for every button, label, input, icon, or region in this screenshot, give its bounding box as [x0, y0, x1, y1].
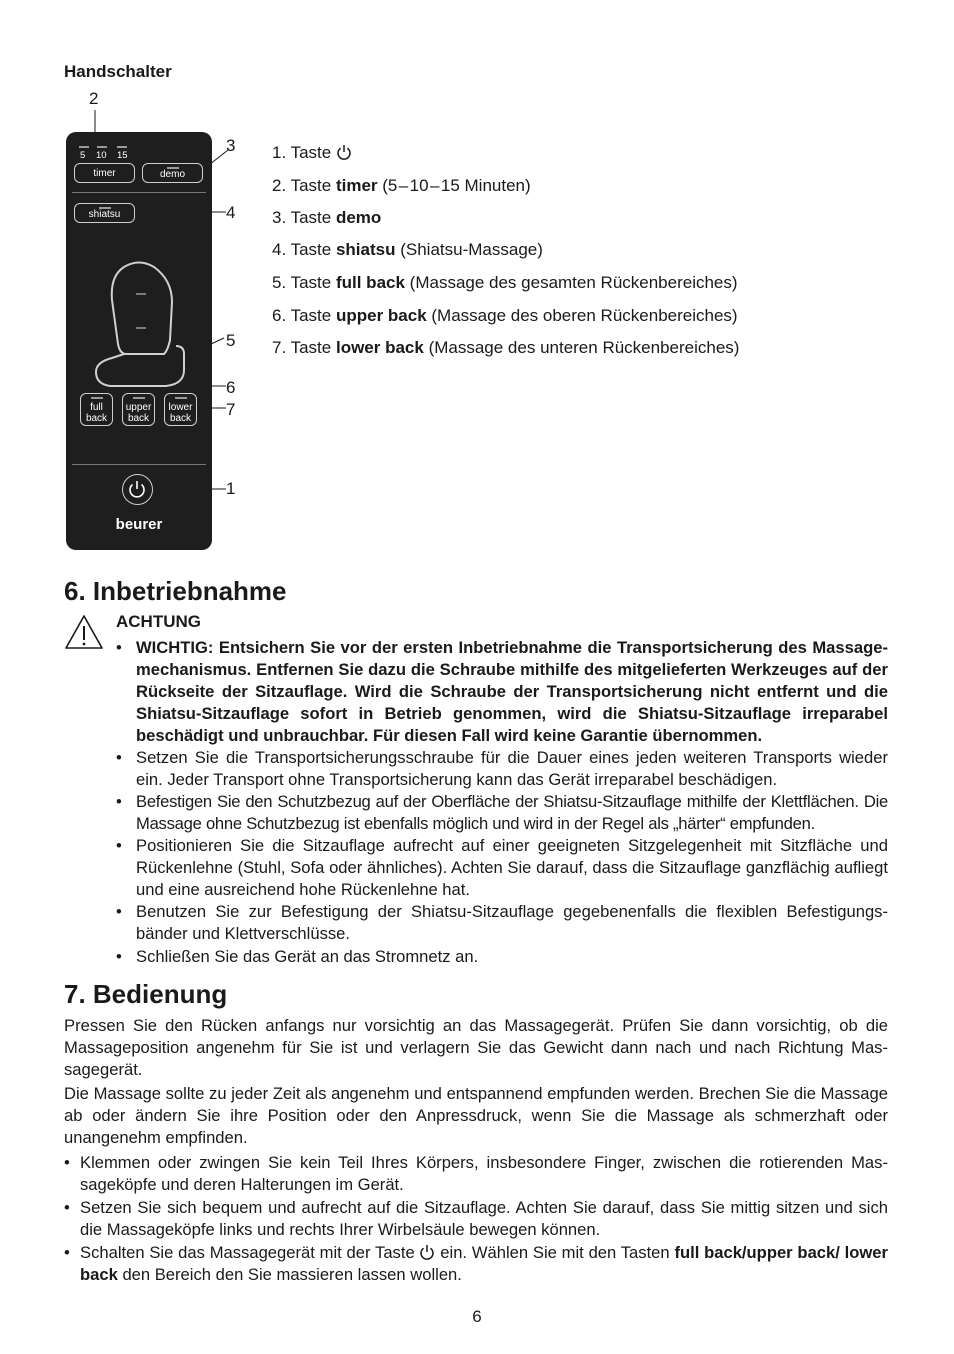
callout-6: 6 [226, 378, 236, 397]
full-back-button[interactable] [80, 393, 113, 426]
list-item: • Schließen Sie das Gerät an das Stromnetz an. [116, 947, 479, 966]
timer-button-label: timer [93, 168, 116, 179]
list-item-4: 4. Taste shiatsu (Shiatsu-Massage) [272, 240, 543, 259]
timer-value-15: 15 [117, 150, 128, 161]
timer-value-10: 10 [96, 150, 107, 161]
list-item: • Setzen Sie sich bequem und aufrecht auf die Sitzauflage. Achten Sie darauf, dass Sie mittig sitzen und sich die Massageköpfe links und rechts Ihrer Wirbelsäule bewegen können. [64, 1198, 888, 1239]
list-item-7: 7. Taste lower back (Massage des unteren Rückenbereiches) [272, 338, 740, 357]
warning-label: ACHTUNG [116, 612, 201, 631]
upper-back-button[interactable] [122, 393, 155, 426]
list-item: • WICHTIG: Entsichern Sie vor der ersten Inbetriebnahme die Transportsicherung des Massage-mechanismus. Entfernen Sie dazu die Schraube mithilfe des mitgelieferten Werkzeuges auf der Rückseite der Sitzauflage. Wird die Schraube der Transportsicherung nicht entfernt und die Shiatsu-Sitzauflage sofort in Betrieb genommen, wird die Shiatsu-Sitzauflage irreparabel beschädigt und unbrauchbar. Für diesen Fall wird keine Garantie übernommen. [116, 638, 888, 745]
callout-1: 1 [226, 479, 236, 498]
callout-5: 5 [226, 331, 236, 350]
power-icon [419, 1244, 435, 1260]
full-back-label-line1: full [90, 402, 103, 413]
handschalter-heading: Handschalter [64, 62, 172, 81]
upper-back-label-line2: back [127, 413, 150, 424]
full-back-label-line2: back [85, 413, 108, 424]
callout-7: 7 [226, 400, 236, 419]
shiatsu-button-label: shiatsu [88, 209, 121, 220]
list-item: • Positionieren Sie die Sitzauflage aufrecht auf einer geeigneten Sitzgelegenheit mit Sitzfläche und Rückenlehne (Stuhl, Sofa oder ähnliches). Achten Sie darauf, dass die Sitzauflage ganzflächig aufliegt und eine ausreichend hohe Rückenlehne hat. [116, 836, 888, 899]
list-item-3: 3. Taste demo [272, 208, 382, 227]
list-item-6: 6. Taste upper back (Massage des oberen Rückenbereiches) [272, 306, 738, 325]
timer-value-5: 5 [80, 150, 86, 161]
list-item-2: 2. Taste timer (5 – 10 – 15 Minuten) [272, 176, 531, 195]
callout-4: 4 [226, 203, 236, 222]
demo-button-label: demo [159, 169, 185, 180]
list-item-5: 5. Taste full back (Massage des gesamten Rückenbereiches) [272, 273, 738, 292]
power-icon [123, 475, 151, 503]
list-item-1: 1. Taste [272, 143, 352, 163]
brand-logo: beurer [115, 516, 163, 533]
section-7-title: 7. Bedienung [64, 979, 228, 1009]
warning-triangle-icon [64, 614, 104, 650]
list-item: • Setzen Sie die Transportsicherungsschraube für die Dauer eines jeden weiteren Transports wieder ein. Jeder Transport ohne Transportsicherung kann das Gerät irreparabel beschädigen. [116, 748, 888, 789]
section-6-title: 6. Inbetriebnahme [64, 576, 287, 606]
lower-back-button[interactable] [164, 393, 197, 426]
upper-back-label-line1: upper [125, 402, 152, 413]
lower-back-label-line2: back [169, 413, 192, 424]
page-number: 6 [472, 1307, 482, 1326]
paragraph-1: Pressen Sie den Rücken anfangs nur vorsichtig an das Massagegerät. Prüfen Sie dann vorsichtig, ob die Massageposition angenehm für Sie ist und verlagern Sie das Gewicht dann nach und nach Richtung Mas-sagegerät. [64, 1016, 888, 1079]
power-button[interactable] [122, 474, 153, 505]
list-item: • Befestigen Sie den Schutzbezug auf der Oberfläche der Shiatsu-Sitzauflage mithilfe der Klettflächen. Die Massage ohne Schutzbezug ist ebenfalls möglich und wird in der Regel als „härter“ empfunden. [116, 792, 888, 833]
power-icon [336, 144, 352, 160]
callout-3: 3 [226, 136, 236, 155]
list-item: • Benutzen Sie zur Befestigung der Shiatsu-Sitzauflage gegebenenfalls die flexiblen Befestigungs-bänder und Klettverschlüsse. [116, 902, 888, 943]
remote-control-illustration [66, 132, 212, 550]
list-item: • Klemmen oder zwingen Sie kein Teil Ihres Körpers, insbesondere Finger, zwischen die rotierenden Mas-sageköpfe und deren Halterungen im Gerät. [64, 1153, 888, 1194]
callout-2: 2 [89, 89, 99, 108]
list-item: • Schalten Sie das Massagegerät mit der Taste ein. Wählen Sie mit den Tasten full back/upper back/ lower back den Bereich den Sie massieren lassen wollen. [64, 1243, 888, 1284]
paragraph-2: Die Massage sollte zu jeder Zeit als angenehm und entspannend empfunden werden. Brechen Sie die Massage ab oder ändern Sie ihre Position oder den Anpressdruck, wenn Sie die Massage als schmerzhaft oder unangenehm empfinden. [64, 1084, 888, 1147]
lower-back-label-line1: lower [168, 402, 193, 413]
